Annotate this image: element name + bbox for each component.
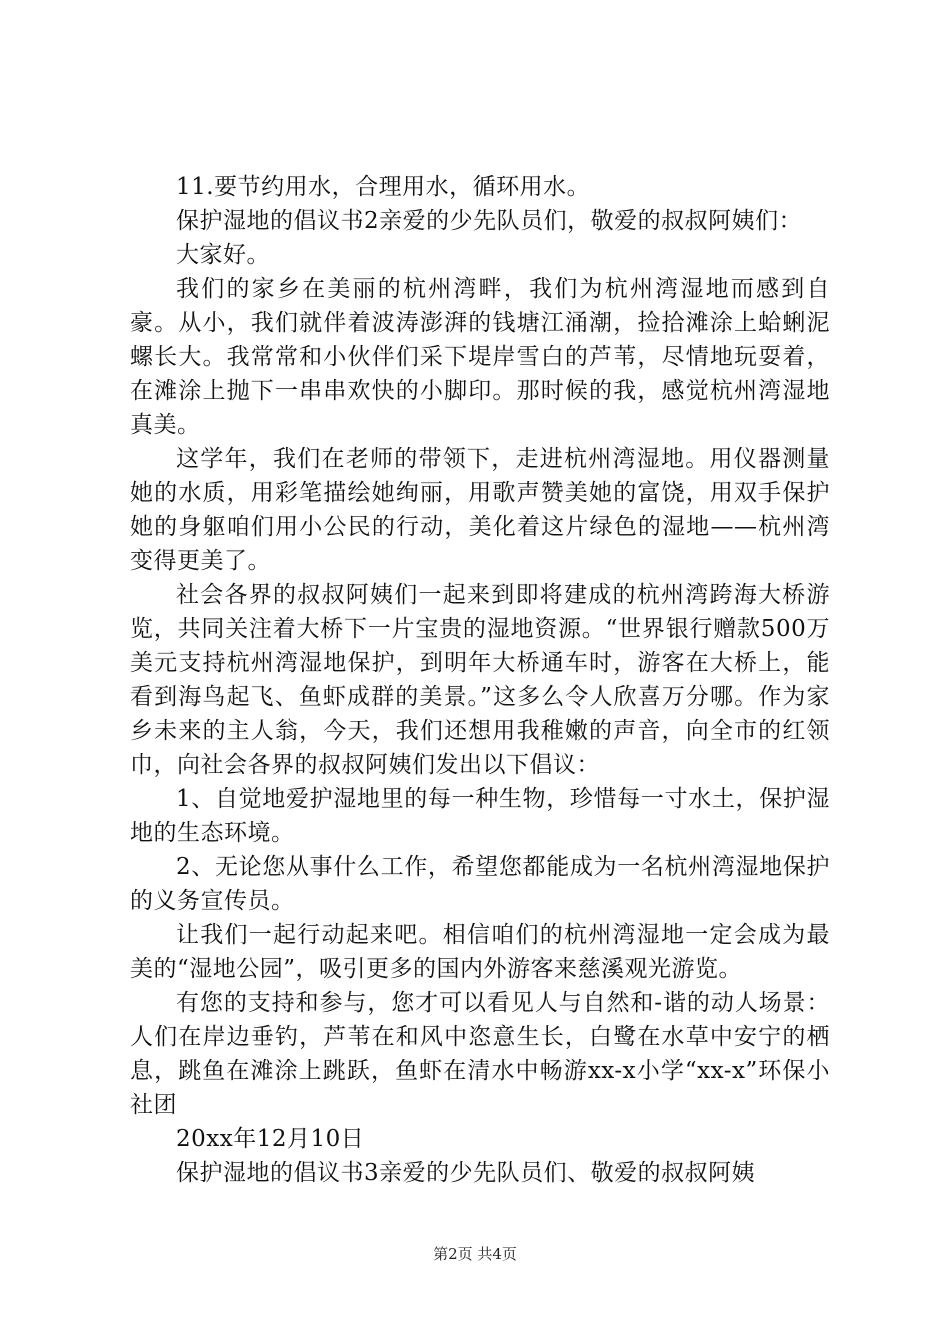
paragraph-bridge: 社会各界的叔叔阿姨们一起来到即将建成的杭州湾跨海大桥游览，共同关注着大桥下一片宝贵的湿地资源。“世界银行赠款500万美元支持杭州湾湿地保护，到明年大桥通车时，游客在大桥上，能看到海鸟起飞、鱼虾成群的美景。”这多么令人欣喜万分哪。作为家乡未来的主人翁，今天，我们还想用我稚嫩的声音，向全市的红领巾，向社会各界的叔叔阿姨们发出以下倡议： [130,582,830,778]
paragraph-school-year: 这学年，我们在老师的带领下，走进杭州湾湿地。用仪器测量她的水质，用彩笔描绘她绚丽，用歌声赞美她的富饶，用双手保护她的身躯咱们用小公民的行动，美化着这片绿色的湿地——杭州湾变得更美了。 [130,446,830,574]
document-body [130,170,830,1190]
page-number-footer: 第2页 共4页 [433,1245,517,1263]
paragraph-support: 有您的支持和参与，您才可以看见人与自然和-谐的动人场景：人们在岸边垂钓，芦苇在和风中恣意生长，白鹭在水草中安宁的栖息，跳鱼在滩涂上跳跃，鱼虾在清水中畅游xx-x小学“xx-x”环保小社团 [130,990,830,1118]
paragraph-proposal-item-1: 1、自觉地爱护湿地里的每一种生物，珍惜每一寸水土，保护湿地的生态环境。 [130,786,830,846]
paragraph-hometown: 我们的家乡在美丽的杭州湾畔，我们为杭州湾湿地而感到自豪。从小，我们就伴着波涛澎湃的钱塘江涌潮，捡拾滩涂上蛤蜊泥螺长大。我常常和小伙伴们采下堤岸雪白的芦苇，尽情地玩耍着，在滩涂上抛下一串串欢快的小脚印。那时候的我，感觉杭州湾湿地真美。 [130,276,830,438]
paragraph-call-to-action: 让我们一起行动起来吧。相信咱们的杭州湾湿地一定会成为最美的“湿地公园”，吸引更多的国内外游客来慈溪观光游览。 [130,922,830,982]
paragraph-proposal-3-heading: 保护湿地的倡议书3亲爱的少先队员们、敬爱的叔叔阿姨 [176,1160,756,1186]
paragraph-date: 20xx年12月10日 [176,1126,365,1152]
paragraph-greeting: 大家好。 [176,242,270,268]
paragraph-proposal-2-heading: 保护湿地的倡议书2亲爱的少先队员们，敬爱的叔叔阿姨们： [176,208,803,234]
paragraph-water-saving: 11.要节约用水，合理用水，循环用水。 [176,174,591,200]
paragraph-proposal-item-2: 2、无论您从事什么工作，希望您都能成为一名杭州湾湿地保护的义务宣传员。 [130,854,830,914]
